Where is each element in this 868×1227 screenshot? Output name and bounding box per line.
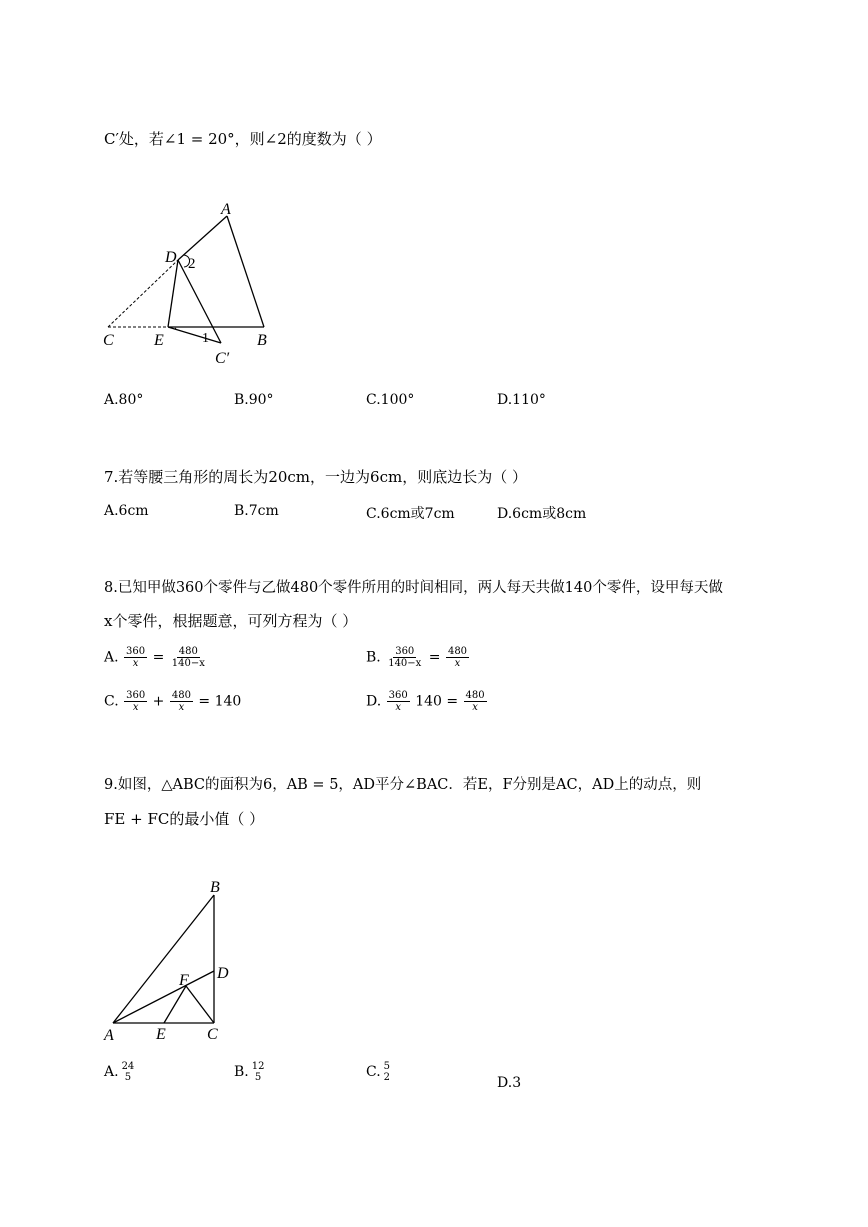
q7-stem: 7.若等腰三角形的周长为20cm，一边为6cm，则底边长为（ ） — [104, 468, 527, 486]
q6-option-d[interactable]: D.110° — [497, 392, 546, 408]
q9-option-d[interactable]: D.3 — [497, 1075, 522, 1091]
q8-stem-line2: x个零件，根据题意，可列方程为（ ） — [104, 612, 358, 630]
q9-figure — [100, 875, 240, 1047]
q7-option-c[interactable]: C.6cm或7cm — [366, 506, 455, 522]
line-AB — [227, 216, 264, 327]
fraction: 24 5 — [121, 1061, 135, 1083]
option-letter: B. — [234, 1064, 249, 1080]
fraction: $\frac{360}{x}$ — [388, 690, 408, 713]
option-letter: D. — [366, 693, 382, 710]
label-2: 2 — [188, 256, 196, 272]
q9-option-a[interactable] — [104, 1061, 137, 1083]
label-D: D — [217, 965, 229, 982]
q6-option-c[interactable]: C.100° — [366, 392, 415, 408]
q6-figure — [95, 195, 285, 375]
line-ECp — [168, 327, 221, 343]
label-C: C — [103, 332, 114, 349]
fraction: $\frac{480}{140-x}$ — [171, 646, 205, 669]
label-E: E — [156, 1026, 166, 1043]
label-D: D — [165, 249, 177, 266]
label-E: E — [154, 332, 164, 349]
q8-option-c[interactable]: C. $\frac{360}{x}$ + $\frac{480}{x}$ = 140 — [104, 690, 242, 713]
label-A: A — [104, 1027, 114, 1044]
line-DA — [178, 216, 227, 260]
q8-option-d[interactable]: D. $\frac{360}{x}$ 140 = $\frac{480}{x}$ — [366, 690, 485, 713]
line-AD — [113, 971, 214, 1023]
dash-CD — [108, 260, 178, 327]
label-B: B — [257, 332, 267, 349]
q9-option-b[interactable] — [234, 1061, 267, 1083]
q9-stem-line1: 9.如图，△ABC的面积为6，AB = 5，AD平分∠BAC．若E，F分别是AC，AD上的动点，则 — [104, 777, 702, 793]
q7-option-a[interactable]: A.6cm — [104, 503, 149, 519]
q9-stem-line2: FE + FC的最小值（ ） — [104, 810, 265, 828]
option-letter: A. — [104, 1064, 119, 1080]
line-FC — [186, 986, 214, 1023]
option-letter: C. — [366, 1064, 381, 1080]
option-letter: C. — [104, 693, 119, 710]
line-DE — [168, 260, 178, 327]
label-1: 1 — [202, 331, 209, 346]
q9-option-c[interactable] — [366, 1061, 393, 1083]
line-DCp — [178, 260, 221, 343]
option-letter: D. — [497, 1075, 513, 1091]
fraction: $\frac{480}{x}$ — [447, 646, 468, 669]
q8-stem-line1: 8.已知甲做360个零件与乙做480个零件所用的时间相同，两人每天共做140个零件，设甲每天做 — [104, 580, 723, 596]
q8-option-b[interactable]: B. $\frac{360}{140-x}$ = $\frac{480}{x}$ — [366, 646, 468, 669]
fraction: $\frac{480}{x}$ — [465, 690, 485, 713]
fraction: 12 5 — [251, 1061, 265, 1083]
label-Cp: C′ — [215, 350, 230, 367]
q6-option-a[interactable]: A.80° — [104, 392, 144, 408]
q7-option-d[interactable]: D.6cm或8cm — [497, 506, 587, 522]
q6-stem-tail: C′处，若∠1 = 20°，则∠2的度数为（ ） — [104, 130, 382, 148]
label-C: C — [207, 1026, 218, 1043]
label-A: A — [221, 201, 231, 218]
option-letter: B. — [366, 649, 381, 666]
q6-option-b[interactable]: B.90° — [234, 392, 274, 408]
fraction: 5 2 — [383, 1061, 391, 1083]
label-B: B — [210, 879, 220, 896]
fraction: $\frac{480}{x}$ — [171, 690, 191, 713]
fraction: $\frac{360}{x}$ — [126, 690, 146, 713]
label-F: F — [179, 972, 189, 989]
fraction: $\frac{360}{140-x}$ — [388, 646, 422, 669]
option-letter: A. — [104, 649, 119, 666]
q8-option-a[interactable]: A. $\frac{360}{x}$ = $\frac{480}{140-x}$ — [104, 646, 205, 669]
q7-option-b[interactable]: B.7cm — [234, 503, 279, 519]
fraction: $\frac{360}{x}$ — [126, 646, 146, 669]
